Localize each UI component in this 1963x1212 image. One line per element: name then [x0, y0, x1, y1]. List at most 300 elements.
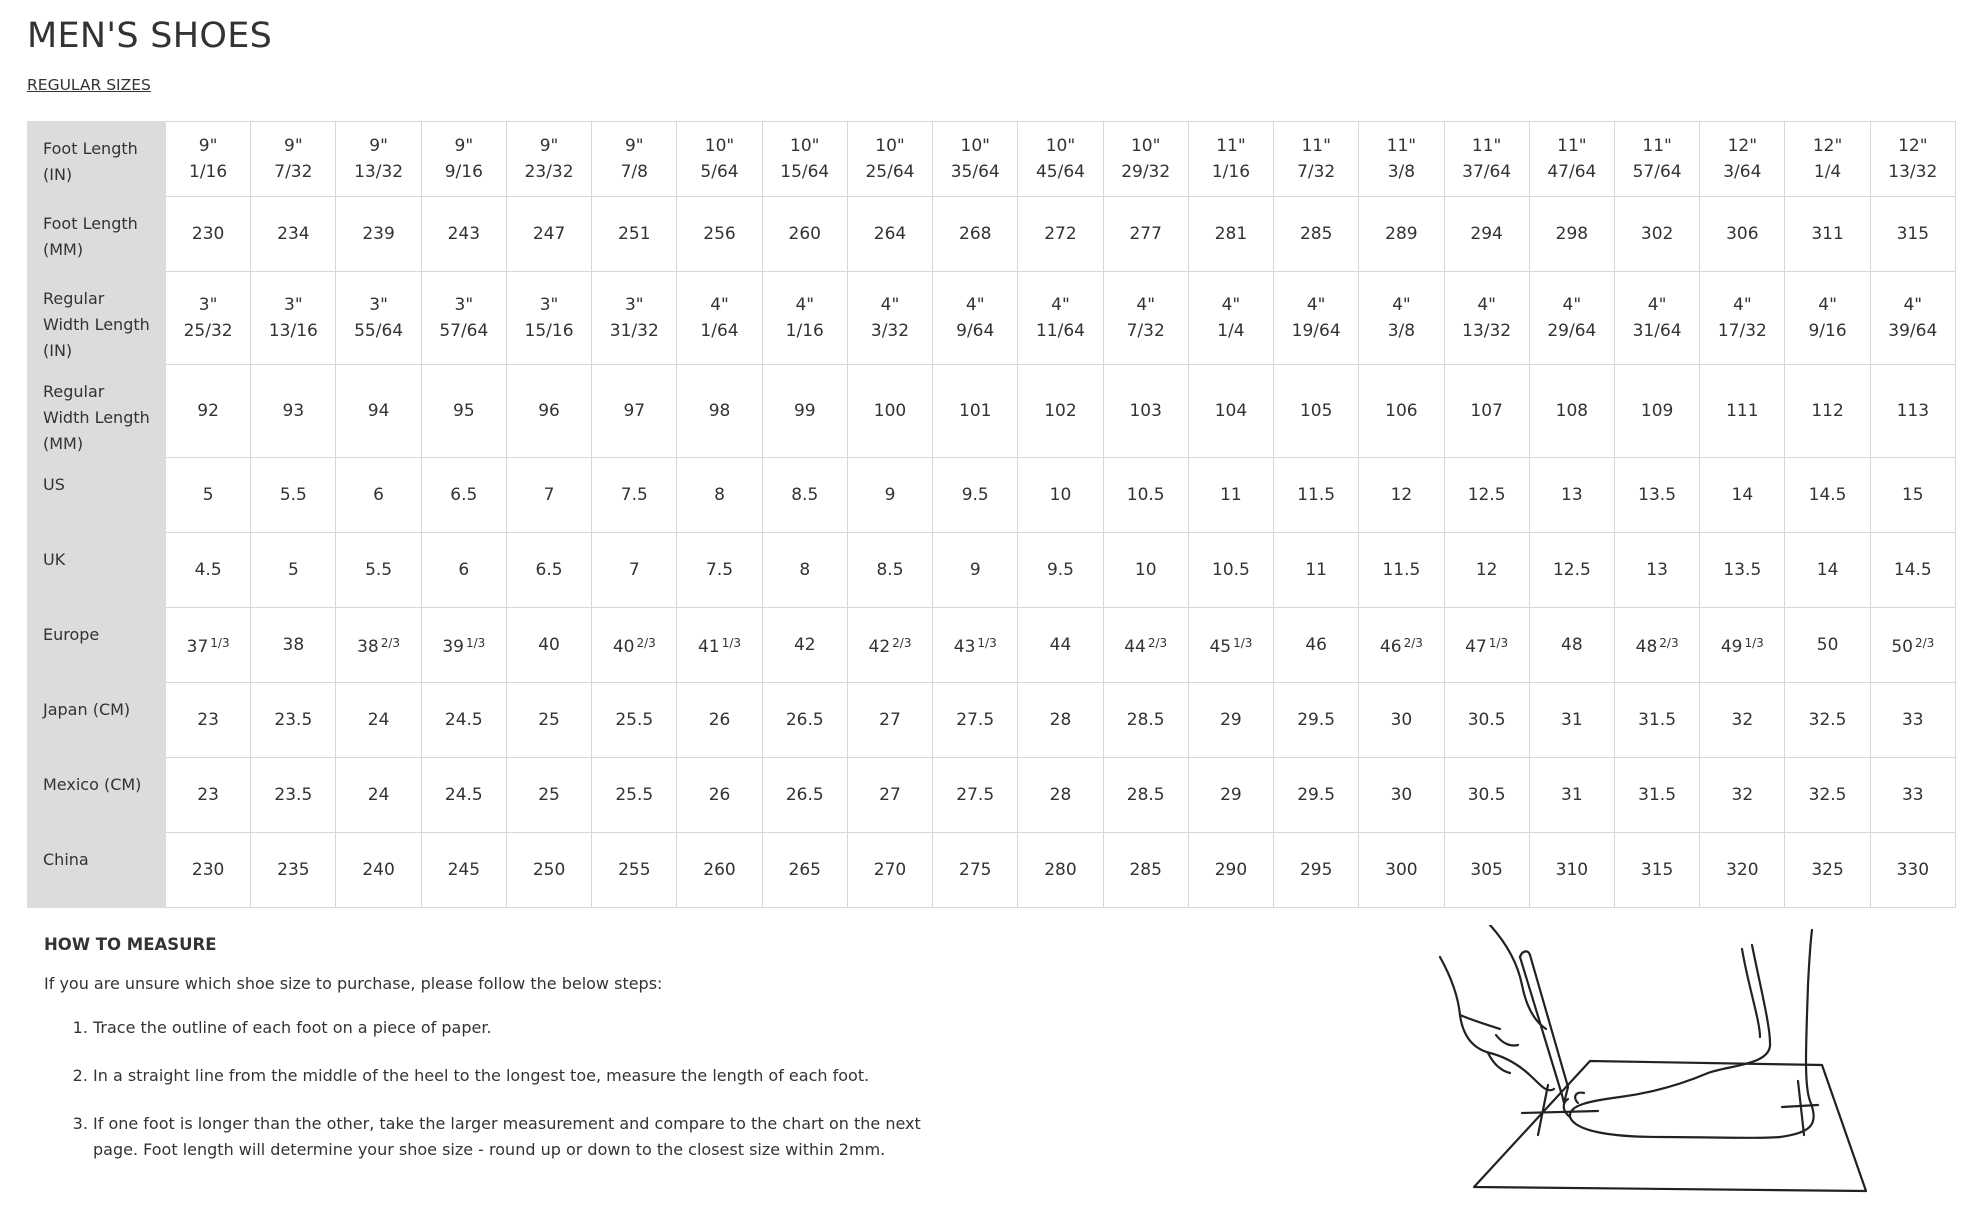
cell-value: 281 — [1214, 224, 1248, 244]
table-cell — [933, 365, 1018, 458]
table-cell — [592, 683, 677, 758]
cell-value: 12.5 — [1552, 560, 1591, 580]
cell-value: 27 — [879, 710, 901, 730]
table-cell — [1529, 197, 1614, 272]
table-cell — [1103, 533, 1188, 608]
cell-value: 10 — [1134, 560, 1157, 580]
table-cell — [1870, 122, 1955, 197]
cell-whole: 4" — [1306, 295, 1326, 315]
table-row — [28, 122, 1956, 197]
cell-value: 30.5 — [1467, 710, 1506, 730]
cell-value: 15 — [1901, 485, 1924, 505]
table-cell — [1700, 683, 1785, 758]
cell-value: 44 — [1049, 635, 1072, 655]
cell-value: 24 — [367, 710, 390, 730]
cell-value: 275 — [959, 860, 992, 880]
cell-fraction-sup: 1/3 — [465, 636, 486, 650]
cell-whole: 11" — [1216, 136, 1246, 156]
cell-value: 92 — [197, 401, 219, 421]
table-cell — [1529, 122, 1614, 197]
cell-value: 230 — [191, 860, 225, 880]
cell-fraction: 13/32 — [1888, 162, 1938, 182]
table-cell — [933, 608, 1018, 683]
cell-value: 38 — [282, 635, 305, 655]
cell-whole: 12" — [1727, 136, 1758, 156]
table-cell — [677, 608, 762, 683]
cell-whole: 11" — [1642, 136, 1672, 156]
table-cell — [1870, 608, 1955, 683]
cell-value: 289 — [1385, 224, 1418, 244]
table-cell — [1700, 758, 1785, 833]
cell-value: 7.5 — [620, 485, 648, 505]
table-cell — [1188, 122, 1273, 197]
cell-value: 26 — [708, 710, 731, 730]
table-cell — [506, 533, 591, 608]
cell-value: 11.5 — [1297, 485, 1336, 505]
cell-value: 24.5 — [444, 785, 483, 805]
table-cell — [251, 533, 336, 608]
table-cell — [166, 197, 251, 272]
table-cell — [933, 833, 1018, 908]
table-cell — [592, 608, 677, 683]
table-cell — [1785, 122, 1870, 197]
cell-value: 107 — [1470, 401, 1503, 421]
cell-whole: 11" — [1386, 136, 1417, 156]
table-cell — [677, 122, 762, 197]
row-header: China — [28, 833, 166, 908]
cell-value: 33 — [1901, 785, 1924, 805]
table-cell — [336, 758, 421, 833]
cell-value: 49 — [1720, 637, 1743, 657]
cell-value: 8.5 — [876, 560, 904, 580]
cell-fraction: 29/64 — [1547, 321, 1597, 341]
cell-whole: 3" — [369, 295, 388, 315]
table-row — [28, 608, 1956, 683]
table-cell — [1359, 533, 1444, 608]
cell-value: 48 — [1561, 635, 1583, 655]
table-cell — [1614, 683, 1699, 758]
table-cell — [1614, 833, 1699, 908]
table-cell — [677, 365, 762, 458]
page-title: MEN'S SHOES — [27, 16, 273, 56]
cell-value: 311 — [1811, 224, 1844, 244]
table-cell — [1700, 458, 1785, 533]
cell-fraction: 1/16 — [1211, 162, 1251, 182]
table-cell — [1614, 122, 1699, 197]
cell-fraction: 3/8 — [1387, 321, 1416, 341]
cell-value: 95 — [453, 401, 475, 421]
cell-whole: 4" — [795, 295, 815, 315]
cell-value: 27.5 — [956, 710, 995, 730]
measure-step: 2. In a straight line from the middle of the heel to the longest toe, measure the length of each foot. — [93, 1063, 1044, 1089]
cell-value: 98 — [708, 401, 731, 421]
table-cell — [1870, 683, 1955, 758]
table-cell — [1018, 272, 1103, 365]
table-row — [28, 833, 1956, 908]
table-cell — [1444, 122, 1529, 197]
cell-fraction: 1/64 — [700, 321, 739, 341]
cell-fraction: 9/16 — [444, 162, 483, 182]
cell-value: 25.5 — [615, 710, 654, 730]
row-header: UK — [28, 533, 166, 608]
table-cell — [592, 533, 677, 608]
table-cell — [1529, 833, 1614, 908]
cell-value: 320 — [1726, 860, 1759, 880]
cell-fraction: 1/4 — [1217, 321, 1245, 341]
cell-whole: 11" — [1557, 136, 1587, 156]
cell-value: 30.5 — [1467, 785, 1506, 805]
cell-whole: 4" — [1221, 295, 1241, 315]
cell-fraction: 1/4 — [1813, 162, 1842, 182]
table-cell — [1700, 533, 1785, 608]
table-cell — [421, 122, 506, 197]
table-cell — [1188, 833, 1273, 908]
cell-whole: 10" — [875, 136, 905, 156]
cell-whole: 4" — [1136, 295, 1156, 315]
cell-value: 108 — [1555, 401, 1589, 421]
table-cell — [1614, 608, 1699, 683]
cell-whole: 9" — [369, 136, 388, 156]
cell-value: 24 — [367, 785, 390, 805]
table-cell — [1785, 758, 1870, 833]
cell-value: 302 — [1640, 224, 1674, 244]
table-cell — [1870, 272, 1955, 365]
cell-fraction: 9/16 — [1808, 321, 1847, 341]
table-cell — [933, 272, 1018, 365]
cell-value: 251 — [618, 224, 651, 244]
table-cell — [1870, 458, 1955, 533]
table-cell — [762, 197, 847, 272]
cell-value: 26.5 — [785, 785, 824, 805]
cell-value: 243 — [447, 224, 481, 244]
table-cell — [251, 683, 336, 758]
cell-fraction-sup: 1/3 — [1233, 636, 1253, 650]
cell-fraction: 7/32 — [274, 162, 313, 182]
table-cell — [762, 833, 847, 908]
table-cell — [762, 365, 847, 458]
table-cell — [336, 272, 421, 365]
table-cell — [1359, 758, 1444, 833]
table-cell — [1359, 683, 1444, 758]
cell-value: 40 — [538, 635, 560, 655]
cell-value: 256 — [703, 224, 736, 244]
table-cell — [677, 833, 762, 908]
cell-value: 9 — [884, 485, 896, 505]
cell-value: 14.5 — [1893, 560, 1932, 580]
cell-whole: 10" — [1130, 136, 1161, 156]
table-cell — [847, 833, 932, 908]
cell-fraction: 57/64 — [1632, 162, 1682, 182]
cell-value: 290 — [1214, 860, 1248, 880]
table-cell — [1359, 833, 1444, 908]
table-cell — [506, 272, 591, 365]
cell-value: 112 — [1811, 401, 1844, 421]
cell-fraction-sup: 1/3 — [1488, 636, 1509, 650]
cell-value: 325 — [1811, 860, 1844, 880]
table-cell — [1018, 458, 1103, 533]
table-cell — [421, 365, 506, 458]
table-cell — [933, 758, 1018, 833]
cell-value: 315 — [1896, 224, 1930, 244]
table-cell — [1359, 197, 1444, 272]
cell-value: 100 — [873, 401, 907, 421]
cell-value: 310 — [1555, 860, 1589, 880]
table-row — [28, 458, 1956, 533]
table-cell — [847, 458, 932, 533]
cell-value: 46 — [1305, 635, 1327, 655]
cell-value: 28.5 — [1126, 710, 1165, 730]
cell-fraction-sup: 2/3 — [1914, 636, 1935, 650]
cell-value: 28 — [1049, 710, 1072, 730]
table-cell — [592, 365, 677, 458]
cell-fraction: 17/32 — [1717, 321, 1767, 341]
cell-whole: 4" — [1647, 295, 1667, 315]
cell-value: 12.5 — [1467, 485, 1506, 505]
cell-value: 247 — [532, 224, 566, 244]
cell-value: 96 — [538, 401, 560, 421]
table-cell — [1359, 365, 1444, 458]
table-cell — [1018, 683, 1103, 758]
cell-value: 47 — [1465, 637, 1487, 657]
cell-value: 97 — [623, 401, 646, 421]
table-cell — [677, 758, 762, 833]
cell-value: 23.5 — [274, 710, 313, 730]
table-cell — [1614, 197, 1699, 272]
table-cell — [1785, 272, 1870, 365]
table-cell — [166, 833, 251, 908]
table-cell — [847, 272, 932, 365]
table-cell — [336, 833, 421, 908]
table-cell — [251, 272, 336, 365]
cell-value: 260 — [703, 860, 736, 880]
cell-whole: 4" — [1903, 295, 1923, 315]
cell-fraction: 7/8 — [620, 162, 648, 182]
cell-value: 7 — [543, 485, 555, 505]
table-cell — [166, 458, 251, 533]
cell-fraction-sup: 2/3 — [1147, 636, 1168, 650]
cell-fraction: 57/64 — [439, 321, 489, 341]
size-chart — [27, 121, 1938, 908]
table-cell — [1529, 758, 1614, 833]
table-cell — [933, 122, 1018, 197]
cell-value: 37 — [186, 637, 209, 657]
table-cell — [1359, 608, 1444, 683]
cell-fraction-sup: 1/3 — [721, 636, 741, 650]
table-cell — [1274, 683, 1359, 758]
cell-value: 239 — [362, 224, 395, 244]
cell-value: 50 — [1891, 637, 1913, 657]
cell-whole: 9" — [539, 136, 559, 156]
table-cell — [1870, 533, 1955, 608]
cell-fraction-sup: 2/3 — [892, 636, 912, 650]
table-cell — [1018, 122, 1103, 197]
table-cell — [1103, 683, 1188, 758]
table-cell — [1444, 833, 1529, 908]
cell-fraction: 25/32 — [183, 321, 233, 341]
table-cell — [1018, 608, 1103, 683]
cell-fraction: 19/64 — [1291, 321, 1341, 341]
cell-fraction: 13/32 — [354, 162, 404, 182]
table-cell — [1700, 122, 1785, 197]
cell-value: 29 — [1220, 785, 1242, 805]
table-cell — [1529, 608, 1614, 683]
table-cell — [336, 608, 421, 683]
row-header: Europe — [28, 608, 166, 683]
table-cell — [1274, 197, 1359, 272]
cell-value: 13.5 — [1638, 485, 1677, 505]
cell-value: 23 — [197, 710, 219, 730]
table-cell — [251, 758, 336, 833]
table-cell — [1614, 458, 1699, 533]
table-row — [28, 533, 1956, 608]
table-cell — [1188, 533, 1273, 608]
table-cell — [421, 533, 506, 608]
table-cell — [1274, 365, 1359, 458]
table-cell — [933, 197, 1018, 272]
table-cell — [1018, 533, 1103, 608]
row-header: US — [28, 458, 166, 533]
row-header: Regular Width Length (IN) — [28, 272, 166, 365]
table-cell — [1274, 272, 1359, 365]
cell-value: 104 — [1214, 401, 1248, 421]
cell-fraction: 3/8 — [1387, 162, 1416, 182]
table-cell — [1870, 365, 1955, 458]
table-cell — [1870, 758, 1955, 833]
table-cell — [1103, 608, 1188, 683]
table-cell — [506, 365, 591, 458]
cell-fraction: 23/32 — [524, 162, 574, 182]
cell-value: 295 — [1299, 860, 1333, 880]
cell-value: 264 — [873, 224, 907, 244]
cell-value: 6 — [458, 560, 470, 580]
cell-value: 103 — [1129, 401, 1162, 421]
table-cell — [1700, 833, 1785, 908]
cell-whole: 4" — [1051, 295, 1070, 315]
cell-whole: 3" — [198, 295, 218, 315]
table-cell — [762, 683, 847, 758]
cell-value: 29 — [1220, 710, 1242, 730]
cell-value: 33 — [1901, 710, 1924, 730]
table-row — [28, 365, 1956, 458]
cell-value: 30 — [1390, 710, 1413, 730]
cell-value: 31 — [1561, 785, 1583, 805]
cell-fraction: 3/64 — [1723, 162, 1762, 182]
table-cell — [1870, 833, 1955, 908]
table-cell — [1274, 533, 1359, 608]
cell-value: 25.5 — [615, 785, 654, 805]
cell-whole: 4" — [1392, 295, 1411, 315]
cell-value: 38 — [357, 637, 379, 657]
cell-whole: 9" — [198, 136, 218, 156]
table-cell — [336, 365, 421, 458]
measure-step: 1. Trace the outline of each foot on a piece of paper. — [93, 1015, 1044, 1041]
cell-fraction: 25/64 — [865, 162, 915, 182]
cell-value: 7 — [628, 560, 640, 580]
cell-fraction: 1/16 — [189, 162, 228, 182]
cell-value: 39 — [442, 637, 464, 657]
table-cell — [421, 758, 506, 833]
table-cell — [506, 683, 591, 758]
cell-fraction: 5/64 — [700, 162, 739, 182]
cell-value: 26 — [708, 785, 731, 805]
cell-fraction-sup: 2/3 — [636, 636, 656, 650]
table-cell — [1444, 458, 1529, 533]
cell-value: 94 — [367, 401, 390, 421]
table-cell — [677, 458, 762, 533]
cell-value: 113 — [1896, 401, 1930, 421]
row-header: Mexico (CM) — [28, 758, 166, 833]
cell-fraction-sup: 1/3 — [977, 636, 997, 650]
cell-fraction: 47/64 — [1547, 162, 1597, 182]
cell-fraction: 55/64 — [354, 321, 404, 341]
cell-value: 8 — [714, 485, 725, 505]
table-cell — [933, 533, 1018, 608]
table-cell — [166, 608, 251, 683]
table-cell — [421, 197, 506, 272]
cell-whole: 9" — [284, 136, 303, 156]
table-cell — [506, 122, 591, 197]
cell-whole: 4" — [965, 295, 985, 315]
table-cell — [1529, 683, 1614, 758]
table-cell — [1018, 197, 1103, 272]
cell-value: 32.5 — [1808, 710, 1847, 730]
cell-fraction: 29/32 — [1121, 162, 1171, 182]
table-cell — [1103, 758, 1188, 833]
cell-value: 44 — [1124, 637, 1146, 657]
cell-fraction-sup: 1/3 — [210, 636, 230, 650]
table-cell — [1785, 608, 1870, 683]
table-cell — [762, 758, 847, 833]
cell-value: 280 — [1044, 860, 1077, 880]
cell-value: 306 — [1726, 224, 1759, 244]
table-cell — [933, 458, 1018, 533]
table-cell — [506, 458, 591, 533]
table-cell — [592, 197, 677, 272]
table-cell — [166, 758, 251, 833]
table-cell — [506, 833, 591, 908]
table-cell — [336, 197, 421, 272]
table-row — [28, 758, 1956, 833]
table-cell — [1700, 272, 1785, 365]
cell-value: 294 — [1470, 224, 1503, 244]
cell-value: 13.5 — [1723, 560, 1762, 580]
row-header: Regular Width Length (MM) — [28, 365, 166, 458]
cell-value: 29.5 — [1297, 785, 1336, 805]
table-cell — [1274, 458, 1359, 533]
table-cell — [1018, 365, 1103, 458]
table-cell — [1359, 458, 1444, 533]
cell-value: 45 — [1209, 637, 1232, 657]
cell-value: 230 — [191, 224, 225, 244]
table-cell — [1444, 608, 1529, 683]
cell-value: 240 — [362, 860, 395, 880]
cell-value: 270 — [873, 860, 907, 880]
table-cell — [1785, 683, 1870, 758]
cell-value: 268 — [959, 224, 992, 244]
cell-value: 11 — [1220, 485, 1242, 505]
table-cell — [1103, 272, 1188, 365]
table-cell — [1188, 365, 1273, 458]
cell-fraction: 7/32 — [1297, 162, 1336, 182]
cell-value: 14 — [1816, 560, 1839, 580]
cell-value: 14 — [1731, 485, 1754, 505]
cell-fraction: 15/16 — [524, 321, 574, 341]
regular-sizes-link[interactable]: REGULAR SIZES — [27, 76, 151, 94]
table-row — [28, 683, 1956, 758]
table-cell — [933, 683, 1018, 758]
table-cell — [762, 608, 847, 683]
table-cell — [1188, 683, 1273, 758]
